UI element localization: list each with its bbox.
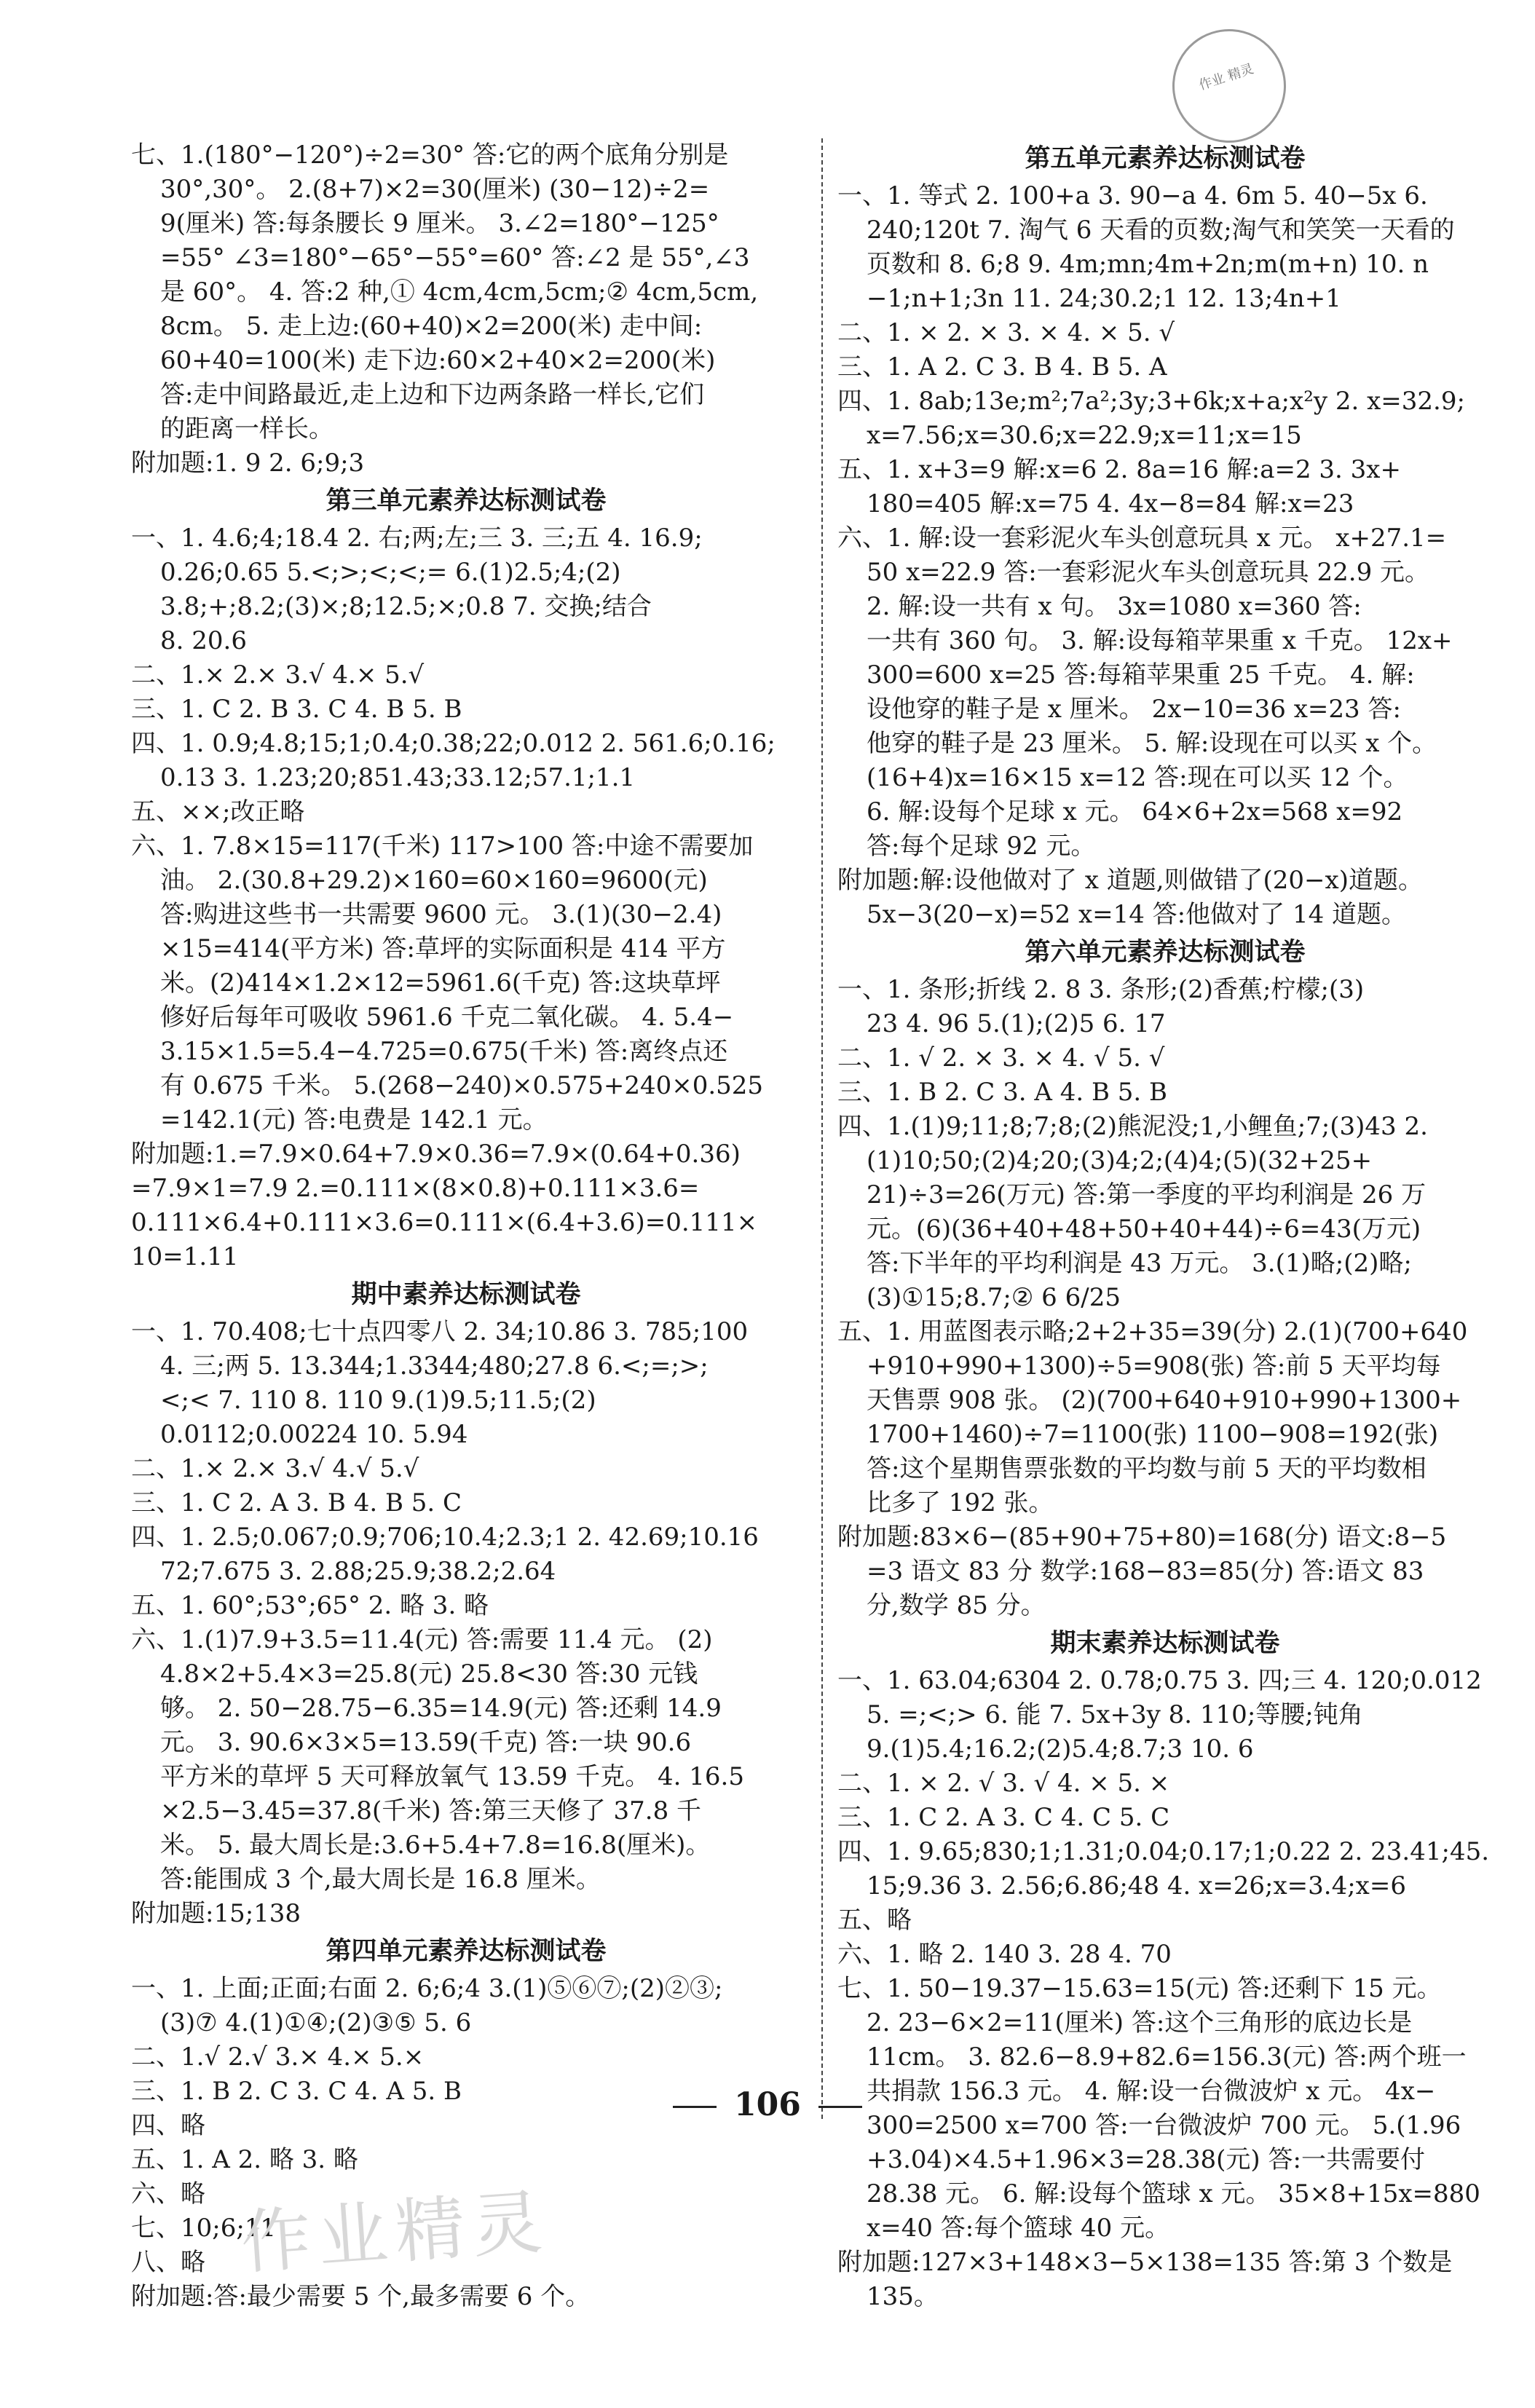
page-number: 106: [734, 2086, 801, 2123]
answer-line: 四、1. 2.5;0.067;0.9;706;10.4;2.3;1 2. 42.69;10.16: [131, 1523, 759, 1552]
answer-line: 0.0112;0.00224 10. 5.94: [160, 1420, 468, 1449]
answer-line: 四、1. 9.65;830;1;1.31;0.04;0.17;1;0.22 2. 23.41;45.: [837, 1837, 1490, 1866]
answer-line: 六、1. 7.8×15=117(千米) 117>100 答:中途不需要加: [131, 832, 754, 861]
answer-line: 三、1. C 2. B 3. C 4. B 5. B: [131, 695, 462, 724]
answer-line: 三、1. C 2. A 3. B 4. B 5. C: [131, 1488, 462, 1517]
answer-line: 21)÷3=26(万元) 答:第一季度的平均利润是 26 万: [867, 1180, 1427, 1209]
footer-dash-left: [673, 2106, 717, 2108]
answer-line: 七、10;6;11: [131, 2214, 277, 2243]
answer-line: 米。(2)414×1.2×12=5961.6(千克) 答:这块草坪: [160, 968, 721, 998]
answer-line: 他穿的鞋子是 23 厘米。 5. 解:设现在可以买 x 个。: [867, 729, 1437, 758]
right-answer-column: [837, 138, 1493, 2314]
footer-dash-right: [818, 2106, 862, 2108]
answer-line: 答:走中间路最近,走上边和下边两条路一样长,它们: [160, 380, 705, 409]
answer-line: 4.8×2+5.4×3=25.8(元) 25.8<30 答:30 元钱: [160, 1659, 698, 1689]
answer-line: 50 x=22.9 答:一套彩泥火车头创意玩具 22.9 元。: [867, 558, 1430, 587]
answer-line: 的距离一样长。: [160, 414, 334, 443]
answer-line: x=40 答:每个篮球 40 元。: [867, 2214, 1170, 2243]
answer-line: 四、1. 0.9;4.8;15;1;0.4;0.38;22;0.012 2. 561.6;0.16;: [131, 729, 776, 758]
answer-line: 三、1. A 2. C 3. B 4. B 5. A: [837, 352, 1167, 382]
answer-line: x=7.56;x=30.6;x=22.9;x=11;x=15: [867, 421, 1302, 450]
answer-line: (3)①15;8.7;② 6 6/25: [867, 1283, 1121, 1312]
answer-line: 四、略: [131, 2111, 205, 2140]
answer-line: 2. 23−6×2=11(厘米) 答:这个三角形的底边长是: [867, 2008, 1413, 2037]
answer-line: 二、1.√ 2.√ 3.× 4.× 5.×: [131, 2042, 425, 2072]
answer-line: 是 60°。 4. 答:2 种,① 4cm,4cm,5cm;② 4cm,5cm,: [160, 277, 759, 307]
answer-line: 30°,30°。 2.(8+7)×2=30(厘米) (30−12)÷2=: [160, 175, 710, 204]
answer-line: 五、××;改正略: [131, 797, 305, 826]
answer-line: 一、1. 等式 2. 100+a 3. 90−a 4. 6m 5. 40−5x 6.: [837, 181, 1428, 210]
answer-line: 6. 解:设每个足球 x 元。 64×6+2x=568 x=92: [867, 797, 1403, 826]
answer-line: 修好后每年可吸收 5961.6 千克二氧化碳。 4. 5.4−: [160, 1003, 734, 1032]
answer-line: 0.26;0.65 5.<;>;<;<;= 6.(1)2.5;4;(2): [160, 558, 621, 587]
answer-line: 一、1. 条形;折线 2. 8 3. 条形;(2)香蕉;柠檬;(3): [837, 975, 1365, 1004]
answer-line: 六、略: [131, 2179, 205, 2208]
answer-line: 二、1.× 2.× 3.√ 4.× 5.√: [131, 660, 425, 690]
answer-line: 一、1. 4.6;4;18.4 2. 右;两;左;三 3. 三;五 4. 16.9;: [131, 524, 703, 553]
answer-line: 共捐款 156.3 元。 4. 解:设一台微波炉 x 元。 4x−: [867, 2077, 1436, 2106]
answer-line: 二、1.× 2.× 3.√ 4.√ 5.√: [131, 1454, 419, 1483]
answer-line: 答:购进这些书一共需要 9600 元。 3.(1)(30−2.4): [160, 900, 722, 929]
answer-line: ×2.5−3.45=37.8(千米) 答:第三天修了 37.8 千: [160, 1796, 702, 1825]
section-title: 期中素养达标测试卷: [351, 1279, 581, 1309]
answer-line: −1;n+1;3n 11. 24;30.2;1 12. 13;4n+1: [867, 284, 1341, 313]
answer-line: 9.(1)5.4;16.2;(2)5.4;8.7;3 10. 6: [867, 1734, 1254, 1764]
answer-line: 3.15×1.5=5.4−4.725=0.675(千米) 答:离终点还: [160, 1037, 728, 1066]
answer-line: 米。 5. 最大周长是:3.6+5.4+7.8=16.8(厘米)。: [160, 1831, 711, 1860]
answer-line: =3 语文 83 分 数学:168−83=85(分) 答:语文 83: [867, 1557, 1424, 1586]
answer-line: 3.8;+;8.2;(3)×;8;12.5;×;0.8 7. 交换;结合: [160, 592, 652, 621]
answer-line: ×15=414(平方米) 答:草坪的实际面积是 414 平方: [160, 934, 726, 963]
answer-line: +3.04)×4.5+1.96×3=28.38(元) 答:一共需要付: [867, 2145, 1425, 2174]
section-title: 第五单元素养达标测试卷: [1025, 143, 1306, 173]
answer-line: 四、1. 8ab;13e;m²;7a²;3y;3+6k;x+a;x²y 2. x=32.9;: [837, 387, 1465, 416]
answer-line: 八、略: [131, 2248, 205, 2277]
answer-line: 二、1. × 2. √ 3. √ 4. × 5. ×: [837, 1769, 1170, 1798]
answer-line: 附加题:解:设他做对了 x 道题,则做错了(20−x)道题。: [837, 866, 1423, 895]
answer-line: 三、1. B 2. C 3. A 4. B 5. B: [837, 1078, 1167, 1107]
answer-line: 附加题:83×6−(85+90+75+80)=168(分) 语文:8−5: [837, 1523, 1447, 1552]
answer-line: =55° ∠3=180°−65°−55°=60° 答:∠2 是 55°,∠3: [160, 243, 750, 272]
answer-line: <;< 7. 110 8. 110 9.(1)9.5;11.5;(2): [160, 1386, 596, 1415]
answer-line: 页数和 8. 6;8 9. 4m;mn;4m+2n;m(m+n) 10. n: [867, 250, 1429, 279]
watermark: 作业精灵: [238, 2181, 552, 2284]
answer-line: 附加题:1.=7.9×0.64+7.9×0.36=7.9×(0.64+0.36): [131, 1140, 741, 1169]
answer-line: 60+40=100(米) 走下边:60×2+40×2=200(米): [160, 346, 716, 375]
answer-line: 135。: [867, 2282, 939, 2311]
answer-line: (1)10;50;(2)4;20;(3)4;2;(4)4;(5)(32+25+: [867, 1146, 1373, 1175]
answer-line: 元。(6)(36+40+48+50+40+44)÷6=43(万元): [867, 1215, 1421, 1244]
answer-line: 5. =;<;> 6. 能 7. 5x+3y 8. 110;等腰;钝角: [867, 1700, 1363, 1729]
left-answer-column: [131, 138, 801, 2314]
answer-line: 0.13 3. 1.23;20;851.43;33.12;57.1;1.1: [160, 763, 636, 792]
answer-line: 七、1.(180°−120°)÷2=30° 答:它的两个底角分别是: [131, 141, 729, 170]
answer-line: 180=405 解:x=75 4. 4x−8=84 解:x=23: [867, 489, 1354, 518]
answer-line: 一、1. 63.04;6304 2. 0.78;0.75 3. 四;三 4. 120;0.012: [837, 1666, 1482, 1695]
answer-line: +910+990+1300)÷5=908(张) 答:前 5 天平均每: [867, 1351, 1441, 1381]
answer-line: 10=1.11: [131, 1242, 239, 1271]
answer-line: 答:能围成 3 个,最大周长是 16.8 厘米。: [160, 1865, 601, 1894]
answer-line: 23 4. 96 5.(1);(2)5 6. 17: [867, 1009, 1166, 1038]
answer-line: 够。 2. 50−28.75−6.35=14.9(元) 答:还剩 14.9: [160, 1694, 722, 1723]
answer-line: 答:下半年的平均利润是 43 万元。 3.(1)略;(2)略;: [867, 1249, 1412, 1278]
answer-line: 平方米的草坪 5 天可释放氧气 13.59 千克。 4. 16.5: [160, 1762, 744, 1791]
answer-line: 300=600 x=25 答:每箱苹果重 25 千克。 4. 解:: [867, 660, 1415, 690]
page-number-footer: [0, 2086, 1535, 2123]
answer-line: 附加题:127×3+148×3−5×138=135 答:第 3 个数是: [837, 2248, 1453, 2277]
answer-line: 附加题:15;138: [131, 1899, 301, 1928]
answer-line: 一、1. 上面;正面;右面 2. 6;6;4 3.(1)⑤⑥⑦;(2)②③;: [131, 1974, 723, 2003]
answer-line: 答:每个足球 92 元。: [867, 832, 1096, 861]
answer-line: 答:这个星期售票张数的平均数与前 5 天的平均数相: [867, 1454, 1427, 1483]
section-title: 第四单元素养达标测试卷: [325, 1936, 607, 1966]
answer-line: 三、1. B 2. C 3. C 4. A 5. B: [131, 2077, 462, 2106]
answer-line: 四、1.(1)9;11;8;7;8;(2)熊泥没;1,小鲤鱼;7;(3)43 2.: [837, 1112, 1428, 1141]
answer-line: 72;7.675 3. 2.88;25.9;38.2;2.64: [160, 1557, 556, 1586]
answer-line: 天售票 908 张。 (2)(700+640+910+990+1300+: [867, 1386, 1462, 1415]
answer-line: 附加题:答:最少需要 5 个,最多需要 6 个。: [131, 2282, 591, 2311]
answer-line: (3)⑦ 4.(1)①④;(2)③⑤ 5. 6: [160, 2008, 472, 2037]
answer-line: =142.1(元) 答:电费是 142.1 元。: [160, 1105, 548, 1134]
answer-line: 五、1. 60°;53°;65° 2. 略 3. 略: [131, 1591, 489, 1620]
answer-line: 元。 3. 90.6×3×5=13.59(千克) 答:一块 90.6: [160, 1728, 692, 1757]
section-title: 期末素养达标测试卷: [1050, 1628, 1280, 1658]
answer-line: 分,数学 85 分。: [867, 1591, 1046, 1620]
column-divider: [821, 138, 823, 2119]
answer-line: 二、1. √ 2. × 3. × 4. √ 5. √: [837, 1043, 1165, 1073]
answer-line: 三、1. C 2. A 3. C 4. C 5. C: [837, 1803, 1170, 1832]
answer-line: 11cm。 3. 82.6−8.9+82.6=156.3(元) 答:两个班一: [867, 2042, 1467, 2072]
answer-line: 附加题:1. 9 2. 6;9;3: [131, 449, 365, 478]
section-title: 第三单元素养达标测试卷: [325, 486, 607, 516]
section-title: 第六单元素养达标测试卷: [1025, 937, 1306, 967]
answer-line: (16+4)x=16×15 x=12 答:现在可以买 12 个。: [867, 763, 1408, 792]
answer-line: 0.111×6.4+0.111×3.6=0.111×(6.4+3.6)=0.111×: [131, 1208, 758, 1237]
answer-line: 比多了 192 张。: [867, 1488, 1054, 1517]
answer-line: 五、略: [837, 1906, 912, 1935]
answer-line: 有 0.675 千米。 5.(268−240)×0.575+240×0.525: [160, 1071, 764, 1100]
answer-line: 28.38 元。 6. 解:设每个篮球 x 元。 35×8+15x=880: [867, 2179, 1480, 2208]
answer-line: 2. 解:设一共有 x 句。 3x=1080 x=360 答:: [867, 592, 1362, 621]
answer-line: 五、1. A 2. 略 3. 略: [131, 2145, 358, 2174]
answer-line: 1700+1460)÷7=1100(张) 1100−908=192(张): [867, 1420, 1439, 1449]
answer-line: 六、1. 解:设一套彩泥火车头创意玩具 x 元。 x+27.1=: [837, 524, 1447, 553]
answer-line: 五、1. x+3=9 解:x=6 2. 8a=16 解:a=2 3. 3x+: [837, 455, 1401, 484]
answer-line: 240;120t 7. 淘气 6 天看的页数;淘气和笑笑一天看的: [867, 216, 1455, 245]
circular-stamp: [1158, 15, 1301, 158]
answer-line: 8. 20.6: [160, 626, 247, 655]
answer-line: 4. 三;两 5. 13.344;1.3344;480;27.8 6.<;=;>;: [160, 1351, 709, 1381]
answer-line: 300=2500 x=700 答:一台微波炉 700 元。 5.(1.96: [867, 2111, 1461, 2140]
answer-line: 8cm。 5. 走上边:(60+40)×2=200(米) 走中间:: [160, 312, 703, 341]
answer-line: 设他穿的鞋子是 x 厘米。 2x−10=36 x=23 答:: [867, 695, 1401, 724]
answer-line: 15;9.36 3. 2.56;6.86;48 4. x=26;x=3.4;x=6: [867, 1871, 1406, 1900]
answer-line: 9(厘米) 答:每条腰长 9 厘米。 3.∠2=180°−125°: [160, 209, 719, 238]
answer-line: 二、1. × 2. × 3. × 4. × 5. √: [837, 318, 1175, 347]
answer-line: 六、1. 略 2. 140 3. 28 4. 70: [837, 1940, 1172, 1969]
answer-line: 一共有 360 句。 3. 解:设每箱苹果重 x 千克。 12x+: [867, 626, 1453, 655]
answer-line: 五、1. 用蓝图表示略;2+2+35=39(分) 2.(1)(700+640: [837, 1317, 1468, 1346]
answer-line: 油。 2.(30.8+29.2)×160=60×160=9600(元): [160, 866, 708, 895]
answer-line: 六、1.(1)7.9+3.5=11.4(元) 答:需要 11.4 元。 (2): [131, 1625, 713, 1654]
answer-line: 七、1. 50−19.37−15.63=15(元) 答:还剩下 15 元。: [837, 1974, 1442, 2003]
answer-line: 5x−3(20−x)=52 x=14 答:他做对了 14 道题。: [867, 900, 1407, 929]
answer-line: =7.9×1=7.9 2.=0.111×(8×0.8)+0.111×3.6=: [131, 1174, 700, 1203]
answer-line: 一、1. 70.408;七十点四零八 2. 34;10.86 3. 785;100: [131, 1317, 749, 1346]
stamp-label: 作业 精灵: [1196, 61, 1256, 94]
